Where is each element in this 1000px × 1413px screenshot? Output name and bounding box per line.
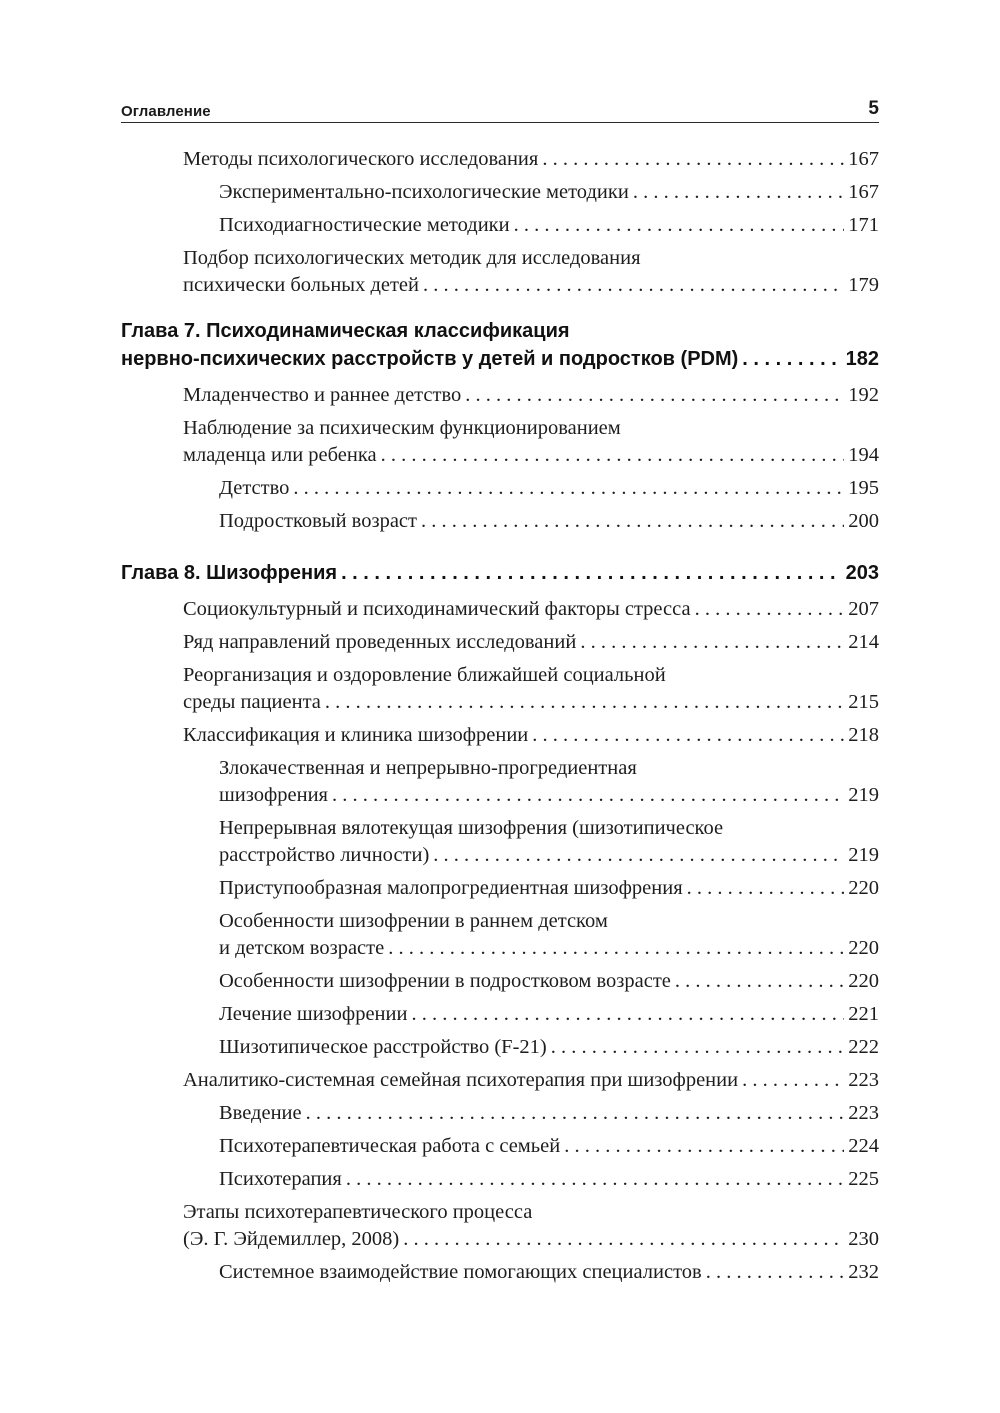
- toc-entry: [121, 968, 879, 995]
- toc-page-number: 215: [848, 691, 879, 713]
- toc-entry-title: шизофрения: [219, 784, 328, 806]
- toc-page-number: 220: [848, 970, 879, 992]
- dot-leader: [325, 689, 844, 716]
- toc-entry-line: [219, 1100, 879, 1127]
- toc-page-number: 214: [848, 631, 879, 653]
- toc-entry-line: [183, 1067, 879, 1094]
- toc-entry-line: [219, 935, 879, 962]
- toc-entry: [121, 1133, 879, 1160]
- toc-entry-line: [219, 1133, 879, 1160]
- toc-entry-line: [183, 442, 879, 469]
- toc-page-number: 223: [848, 1102, 879, 1124]
- toc-entry-line: [121, 559, 879, 587]
- toc-entry-title: Лечение шизофрении: [219, 1003, 408, 1025]
- toc-page-number: 220: [848, 877, 879, 899]
- toc-page-number: 167: [848, 181, 879, 203]
- toc-entry: [121, 1166, 879, 1193]
- toc-entry-title: и детском возрасте: [219, 937, 385, 959]
- dot-leader: [465, 382, 844, 409]
- running-title: Оглавление: [121, 103, 211, 120]
- toc-entry-title: Социокультурный и психодинамический факторы стресса: [183, 598, 691, 620]
- dot-leader: [580, 629, 844, 656]
- toc-entry-title: Этапы психотерапевтического процесса: [183, 1201, 533, 1223]
- toc-entry-line: [183, 382, 879, 409]
- dot-leader: [675, 968, 844, 995]
- toc-entry-title: Психотерапия: [219, 1168, 342, 1190]
- dot-leader: [542, 146, 844, 173]
- toc-page-number: 167: [848, 148, 879, 170]
- toc-page-number: 224: [848, 1135, 879, 1157]
- toc-entry-line: [219, 1034, 879, 1061]
- toc-entry-title: Подбор психологических методик для исследования: [183, 247, 641, 269]
- toc-page-number: 200: [848, 510, 879, 532]
- toc-entry-title: Подростковый возраст: [219, 510, 417, 532]
- toc-entry-title: Непрерывная вялотекущая шизофрения (шизотипическое: [219, 817, 724, 839]
- dot-leader: [433, 842, 844, 869]
- toc-page-number: 218: [848, 724, 879, 746]
- toc-entry-title: Системное взаимодействие помогающих специалистов: [219, 1261, 702, 1283]
- toc-entry-title: нервно-психических расстройств у детей и подростков (PDM): [121, 348, 739, 370]
- toc-entry-line: [219, 842, 879, 869]
- toc-page-number: 171: [848, 214, 879, 236]
- toc-page-number: 195: [848, 477, 879, 499]
- toc-entry-line: [219, 1001, 879, 1028]
- toc-entry: [121, 1001, 879, 1028]
- toc-entry-title: Глава 8. Шизофрения: [121, 562, 338, 584]
- dot-leader: [411, 1001, 844, 1028]
- toc-entry-title: Ряд направлений проведенных исследований: [183, 631, 577, 653]
- toc-entry: [121, 245, 879, 299]
- dot-leader: [514, 212, 845, 239]
- toc-entry-title: Классификация и клиника шизофрении: [183, 724, 529, 746]
- toc-entry: [121, 596, 879, 623]
- toc-page-number: 192: [848, 384, 879, 406]
- toc-entry-title: среды пациента: [183, 691, 321, 713]
- toc-entry: [121, 179, 879, 206]
- toc-entry: [121, 382, 879, 409]
- toc-entry-title: (Э. Г. Эйдемиллер, 2008): [183, 1228, 400, 1250]
- toc-entry-title: Приступообразная малопрогредиентная шизофрения: [219, 877, 683, 899]
- toc-entry: [121, 415, 879, 469]
- toc-entry-line: [183, 722, 879, 749]
- toc-entry-title: Наблюдение за психическим функционированием: [183, 417, 621, 439]
- toc-entry-line: [121, 345, 879, 373]
- toc-entry-line: [183, 596, 879, 623]
- page-number: 5: [868, 98, 879, 119]
- toc-entry-line: [219, 179, 879, 206]
- toc-entry: [121, 1259, 879, 1286]
- toc-page-number: 207: [848, 598, 879, 620]
- toc-page-number: 203: [845, 562, 879, 584]
- dot-leader: [332, 782, 844, 809]
- dot-leader: [346, 1166, 844, 1193]
- toc-entry-title: младенца или ребенка: [183, 444, 377, 466]
- toc-entry-title: Психодиагностические методики: [219, 214, 510, 236]
- toc-entry-title: Экспериментально-психологические методики: [219, 181, 629, 203]
- toc-entry-line: [183, 629, 879, 656]
- toc-page-number: 219: [848, 784, 879, 806]
- dot-leader: [421, 508, 844, 535]
- dot-leader: [633, 179, 844, 206]
- table-of-contents: [121, 146, 879, 1292]
- toc-entry-line: [219, 875, 879, 902]
- toc-entry: [121, 908, 879, 962]
- dot-leader: [381, 442, 845, 469]
- toc-entry-line: [219, 782, 879, 809]
- toc-entry: [121, 662, 879, 716]
- toc-entry: [121, 1199, 879, 1253]
- toc-page-number: 220: [848, 937, 879, 959]
- toc-entry-title: Методы психологического исследования: [183, 148, 539, 170]
- dot-leader: [306, 1100, 845, 1127]
- dot-leader: [532, 722, 844, 749]
- toc-page-number: 225: [848, 1168, 879, 1190]
- toc-chapter-entry: [121, 559, 879, 587]
- toc-page-number: 230: [848, 1228, 879, 1250]
- toc-entry-title: Детство: [219, 477, 290, 499]
- toc-page-number: 223: [848, 1069, 879, 1091]
- toc-entry: [121, 815, 879, 869]
- toc-entry: [121, 755, 879, 809]
- dot-leader: [293, 475, 844, 502]
- dot-leader: [695, 596, 845, 623]
- toc-page-number: 182: [845, 348, 879, 370]
- toc-entry-title: Аналитико-системная семейная психотерапия при шизофрении: [183, 1069, 739, 1091]
- toc-entry-title: Введение: [219, 1102, 302, 1124]
- toc-page-number: 179: [848, 274, 879, 296]
- dot-leader: [341, 559, 842, 587]
- dot-leader: [742, 1067, 844, 1094]
- toc-entry-title: Младенчество и раннее детство: [183, 384, 462, 406]
- toc-page-number: 221: [848, 1003, 879, 1025]
- toc-entry: [121, 508, 879, 535]
- toc-entry: [121, 475, 879, 502]
- toc-entry-line: [219, 968, 879, 995]
- toc-entry-title: Психотерапевтическая работа с семьей: [219, 1135, 561, 1157]
- dot-leader: [706, 1259, 845, 1286]
- toc-entry-line: [183, 272, 879, 299]
- toc-entry: [121, 146, 879, 173]
- dot-leader: [423, 272, 844, 299]
- toc-entry-line: [183, 1226, 879, 1253]
- toc-entry: [121, 212, 879, 239]
- toc-entry-line: [219, 1166, 879, 1193]
- toc-chapter-entry: [121, 317, 879, 373]
- dot-leader: [403, 1226, 844, 1253]
- toc-entry-title: психически больных детей: [183, 274, 420, 296]
- toc-entry-line: [219, 1259, 879, 1286]
- toc-entry: [121, 722, 879, 749]
- toc-entry: [121, 875, 879, 902]
- toc-entry-title: Реорганизация и оздоровление ближайшей социальной: [183, 664, 666, 686]
- dot-leader: [687, 875, 845, 902]
- toc-page-number: 232: [848, 1261, 879, 1283]
- toc-entry: [121, 1100, 879, 1127]
- toc-entry-line: [183, 146, 879, 173]
- toc-entry-title: Глава 7. Психодинамическая классификация: [121, 320, 570, 342]
- dot-leader: [742, 345, 841, 373]
- toc-entry-title: Особенности шизофрении в раннем детском: [219, 910, 608, 932]
- toc-page-number: 222: [848, 1036, 879, 1058]
- toc-page-number: 194: [848, 444, 879, 466]
- page-header: [121, 96, 879, 123]
- toc-page-number: 219: [848, 844, 879, 866]
- dot-leader: [551, 1034, 845, 1061]
- toc-entry-line: [219, 475, 879, 502]
- toc-entry-title: расстройство личности): [219, 844, 430, 866]
- toc-entry: [121, 1034, 879, 1061]
- toc-entry-title: Особенности шизофрении в подростковом возрасте: [219, 970, 671, 992]
- dot-leader: [388, 935, 844, 962]
- toc-entry-line: [219, 212, 879, 239]
- toc-entry-line: [183, 689, 879, 716]
- toc-entry: [121, 1067, 879, 1094]
- toc-entry-title: Злокачественная и непрерывно-прогредиентная: [219, 757, 637, 779]
- dot-leader: [564, 1133, 844, 1160]
- toc-entry: [121, 629, 879, 656]
- toc-entry-title: Шизотипическое расстройство (F-21): [219, 1036, 547, 1058]
- toc-entry-line: [219, 508, 879, 535]
